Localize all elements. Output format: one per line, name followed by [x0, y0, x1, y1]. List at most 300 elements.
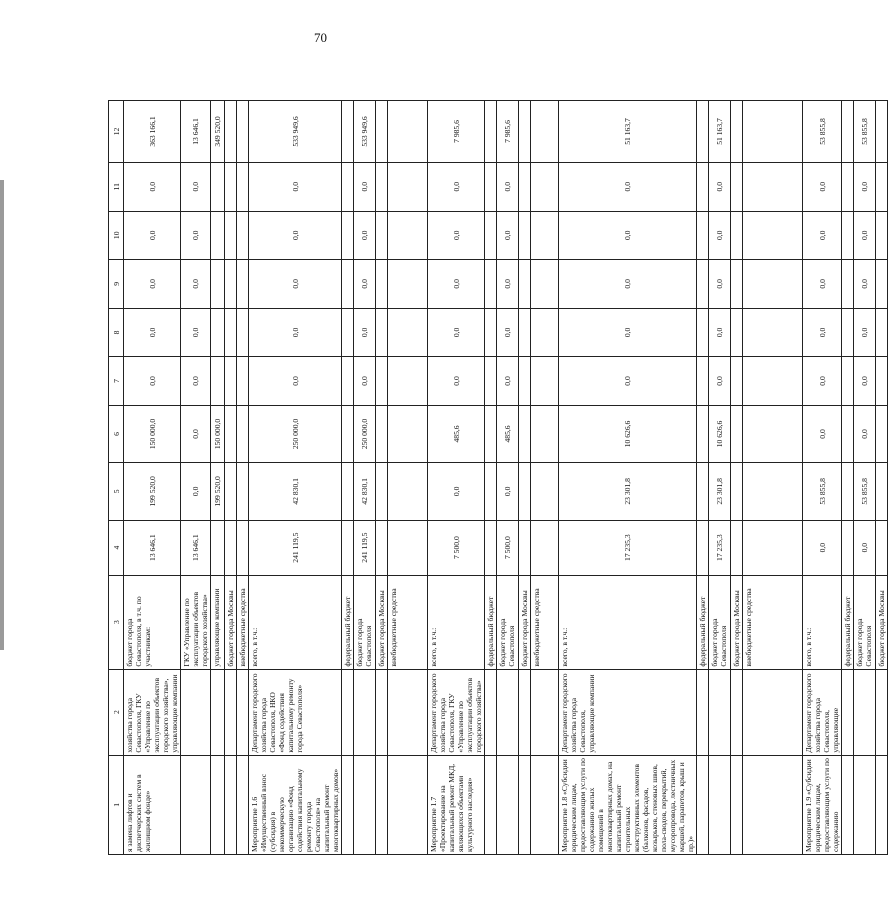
cell-value-col9 — [376, 260, 388, 309]
cell-value-col8 — [731, 308, 743, 357]
cell-value-col11: 0,0 — [181, 162, 211, 211]
cell-value-col11: 0,0 — [428, 162, 485, 211]
cell-value-col12 — [531, 101, 559, 163]
cell-value-col5 — [388, 463, 428, 520]
cell-value-col12: 533 949,6 — [354, 101, 376, 163]
cell-c2 — [181, 669, 211, 755]
cell-value-col6: 10 626,6 — [559, 405, 697, 462]
table-row — [531, 101, 559, 855]
cell-value-col10 — [225, 211, 237, 260]
cell-c1 — [743, 755, 803, 854]
column-header-4: 4 — [109, 520, 124, 575]
cell-value-col8 — [225, 308, 237, 357]
cell-c2: хозяйства города Севастополя, ГКУ «Управление по эксплуатации объектов городского хозяйства», управляющие компании — [124, 669, 181, 755]
cell-value-col9 — [842, 260, 854, 309]
column-header-5: 5 — [109, 463, 124, 520]
column-header-6: 6 — [109, 405, 124, 462]
cell-c3: всего, в т.ч.: — [803, 575, 842, 669]
cell-value-col6: 485,6 — [428, 405, 485, 462]
budget-table — [108, 100, 888, 855]
cell-value-col4: 17 235,3 — [559, 520, 697, 575]
cell-value-col10: 0,0 — [124, 211, 181, 260]
table-row — [181, 101, 211, 855]
cell-value-col8 — [388, 308, 428, 357]
cell-c1 — [181, 755, 211, 854]
cell-c3: управляющие компании — [211, 575, 225, 669]
cell-value-col4: 0,0 — [854, 520, 876, 575]
cell-value-col10 — [842, 211, 854, 260]
cell-value-col8 — [376, 308, 388, 357]
cell-value-col5 — [842, 463, 854, 520]
cell-value-col7: 0,0 — [428, 357, 485, 406]
cell-value-col12: 13 646,1 — [181, 101, 211, 163]
cell-value-col7: 0,0 — [181, 357, 211, 406]
cell-value-col7 — [388, 357, 428, 406]
cell-value-col4 — [485, 520, 497, 575]
cell-value-col7 — [211, 357, 225, 406]
cell-c2 — [531, 669, 559, 755]
cell-value-col7 — [697, 357, 709, 406]
table-row — [709, 101, 731, 855]
column-header-9: 9 — [109, 260, 124, 309]
cell-value-col11 — [376, 162, 388, 211]
cell-c1 — [842, 755, 854, 854]
cell-value-col6 — [842, 405, 854, 462]
cell-value-col7: 0,0 — [559, 357, 697, 406]
cell-value-col11: 0,0 — [497, 162, 519, 211]
cell-value-col8 — [519, 308, 531, 357]
cell-value-col11: 0,0 — [803, 162, 842, 211]
cell-c3: всего, в т.ч.: — [559, 575, 697, 669]
cell-c3: бюджет города Москвы — [376, 575, 388, 669]
cell-c1 — [709, 755, 731, 854]
table-row — [559, 101, 697, 855]
cell-value-col4 — [876, 520, 888, 575]
cell-value-col10 — [876, 211, 888, 260]
cell-c1 — [854, 755, 876, 854]
cell-c1 — [485, 755, 497, 854]
cell-value-col10: 0,0 — [249, 211, 342, 260]
cell-value-col10 — [376, 211, 388, 260]
cell-value-col10 — [211, 211, 225, 260]
cell-value-col12 — [376, 101, 388, 163]
cell-value-col8 — [237, 308, 249, 357]
cell-value-col8 — [697, 308, 709, 357]
cell-value-col10 — [237, 211, 249, 260]
cell-value-col4 — [531, 520, 559, 575]
cell-value-col12: 349 520,0 — [211, 101, 225, 163]
cell-value-col8 — [531, 308, 559, 357]
cell-value-col8 — [342, 308, 354, 357]
cell-value-col7 — [842, 357, 854, 406]
cell-value-col5 — [697, 463, 709, 520]
cell-value-col10: 0,0 — [559, 211, 697, 260]
column-header-7: 7 — [109, 357, 124, 406]
cell-c3: внебюджетные средства — [388, 575, 428, 669]
cell-value-col6 — [237, 405, 249, 462]
cell-value-col7 — [237, 357, 249, 406]
cell-value-col6 — [743, 405, 803, 462]
cell-value-col6: 485,6 — [497, 405, 519, 462]
cell-value-col4: 241 119,5 — [354, 520, 376, 575]
cell-value-col5: 23 301,8 — [709, 463, 731, 520]
cell-c3: всего, в т.ч.: — [428, 575, 485, 669]
table-row — [211, 101, 225, 855]
cell-value-col9 — [225, 260, 237, 309]
cell-value-col6 — [388, 405, 428, 462]
cell-value-col7: 0,0 — [709, 357, 731, 406]
cell-value-col11 — [876, 162, 888, 211]
cell-value-col9 — [237, 260, 249, 309]
cell-value-col6: 0,0 — [854, 405, 876, 462]
cell-value-col8: 0,0 — [854, 308, 876, 357]
cell-value-col4 — [743, 520, 803, 575]
cell-value-col4 — [342, 520, 354, 575]
cell-c2: Департамент городского хозяйства города Севастополя, ГКУ «Управление по эксплуатации объектов городского хозяйства» — [428, 669, 485, 755]
cell-value-col4: 17 235,3 — [709, 520, 731, 575]
cell-value-col10 — [743, 211, 803, 260]
cell-value-col8: 0,0 — [354, 308, 376, 357]
cell-value-col4 — [731, 520, 743, 575]
cell-value-col10: 0,0 — [428, 211, 485, 260]
cell-c2 — [342, 669, 354, 755]
cell-c3: ГКУ «Управление по эксплуатации объектов городского хозяйства» — [181, 575, 211, 669]
cell-c1 — [876, 755, 888, 854]
cell-value-col4 — [519, 520, 531, 575]
cell-value-col4: 13 646,1 — [181, 520, 211, 575]
table-row — [854, 101, 876, 855]
table-row — [485, 101, 497, 855]
cell-value-col10: 0,0 — [354, 211, 376, 260]
page-number: 70 — [314, 30, 327, 45]
cell-value-col11 — [743, 162, 803, 211]
binding-margin-rule — [0, 180, 4, 650]
column-header-11: 11 — [109, 162, 124, 211]
cell-value-col7: 0,0 — [803, 357, 842, 406]
cell-c3: бюджет города Москвы — [225, 575, 237, 669]
cell-value-col6 — [531, 405, 559, 462]
cell-value-col9: 0,0 — [709, 260, 731, 309]
cell-value-col12 — [519, 101, 531, 163]
cell-value-col4 — [842, 520, 854, 575]
cell-c1 — [342, 755, 354, 854]
cell-value-col4 — [388, 520, 428, 575]
table-row — [519, 101, 531, 855]
cell-value-col9 — [519, 260, 531, 309]
cell-c3: бюджет города Севастополя, в т.ч. по участникам: — [124, 575, 181, 669]
cell-value-col5: 42 830,1 — [249, 463, 342, 520]
cell-value-col4 — [697, 520, 709, 575]
cell-value-col11 — [485, 162, 497, 211]
column-header-12: 12 — [109, 101, 124, 163]
cell-c2 — [842, 669, 854, 755]
cell-c2 — [876, 669, 888, 755]
cell-value-col11: 0,0 — [709, 162, 731, 211]
cell-c2: Департамент городского хозяйства города Севастополя, НКО «Фонд содействия капитальному ремонту города Севастополя» — [249, 669, 342, 755]
cell-value-col11 — [342, 162, 354, 211]
cell-value-col12 — [842, 101, 854, 163]
table-row — [428, 101, 485, 855]
cell-value-col10 — [485, 211, 497, 260]
cell-value-col4 — [211, 520, 225, 575]
cell-value-col5: 42 830,1 — [354, 463, 376, 520]
cell-value-col12: 51 163,7 — [559, 101, 697, 163]
cell-value-col4: 13 646,1 — [124, 520, 181, 575]
column-header-8: 8 — [109, 308, 124, 357]
cell-value-col12 — [743, 101, 803, 163]
cell-value-col7: 0,0 — [854, 357, 876, 406]
cell-value-col4: 241 119,5 — [249, 520, 342, 575]
cell-value-col12: 533 949,6 — [249, 101, 342, 163]
cell-value-col9: 0,0 — [428, 260, 485, 309]
cell-value-col5: 53 855,8 — [854, 463, 876, 520]
cell-value-col6: 150 000,0 — [211, 405, 225, 462]
cell-c1 — [731, 755, 743, 854]
cell-c3: всего, в т.ч.: — [249, 575, 342, 669]
table-row — [237, 101, 249, 855]
cell-value-col4: 7 500,0 — [497, 520, 519, 575]
cell-value-col8: 0,0 — [497, 308, 519, 357]
cell-value-col6 — [519, 405, 531, 462]
table-row — [876, 101, 888, 855]
cell-value-col6: 10 626,6 — [709, 405, 731, 462]
cell-value-col7 — [342, 357, 354, 406]
cell-value-col5: 0,0 — [497, 463, 519, 520]
cell-value-col6 — [225, 405, 237, 462]
cell-value-col8: 0,0 — [559, 308, 697, 357]
cell-value-col6 — [376, 405, 388, 462]
cell-value-col12: 51 163,7 — [709, 101, 731, 163]
cell-value-col8: 0,0 — [709, 308, 731, 357]
cell-value-col11 — [237, 162, 249, 211]
cell-value-col5 — [485, 463, 497, 520]
cell-c1 — [237, 755, 249, 854]
cell-value-col8: 0,0 — [181, 308, 211, 357]
cell-value-col8: 0,0 — [124, 308, 181, 357]
cell-value-col11: 0,0 — [124, 162, 181, 211]
cell-c2 — [743, 669, 803, 755]
cell-value-col5 — [225, 463, 237, 520]
cell-value-col5: 0,0 — [428, 463, 485, 520]
table-row — [124, 101, 181, 855]
cell-value-col9: 0,0 — [124, 260, 181, 309]
cell-value-col6: 250 000,0 — [354, 405, 376, 462]
column-header-3: 3 — [109, 575, 124, 669]
cell-value-col9: 0,0 — [181, 260, 211, 309]
cell-c2 — [709, 669, 731, 755]
cell-c3: бюджет города Москвы — [731, 575, 743, 669]
cell-value-col7: 0,0 — [354, 357, 376, 406]
cell-value-col6: 0,0 — [803, 405, 842, 462]
cell-value-col5 — [376, 463, 388, 520]
cell-value-col10: 0,0 — [497, 211, 519, 260]
cell-value-col8 — [876, 308, 888, 357]
cell-value-col12 — [225, 101, 237, 163]
cell-value-col6: 150 000,0 — [124, 405, 181, 462]
cell-value-col10 — [531, 211, 559, 260]
cell-value-col5 — [531, 463, 559, 520]
cell-value-col10 — [731, 211, 743, 260]
cell-value-col12 — [697, 101, 709, 163]
cell-value-col12: 363 166,1 — [124, 101, 181, 163]
cell-value-col6 — [342, 405, 354, 462]
cell-value-col5: 23 301,8 — [559, 463, 697, 520]
cell-c1 — [225, 755, 237, 854]
cell-value-col9 — [342, 260, 354, 309]
cell-value-col4: 0,0 — [803, 520, 842, 575]
cell-value-col9: 0,0 — [249, 260, 342, 309]
cell-value-col11: 0,0 — [854, 162, 876, 211]
cell-c1 — [697, 755, 709, 854]
cell-value-col11 — [731, 162, 743, 211]
cell-value-col9 — [731, 260, 743, 309]
cell-value-col4 — [225, 520, 237, 575]
cell-c3: внебюджетные средства — [743, 575, 803, 669]
cell-value-col10: 0,0 — [709, 211, 731, 260]
table-row — [342, 101, 354, 855]
table-row — [803, 101, 842, 855]
cell-value-col10: 0,0 — [181, 211, 211, 260]
cell-value-col10: 0,0 — [854, 211, 876, 260]
cell-c3: бюджет города Севастополя — [354, 575, 376, 669]
cell-c1 — [354, 755, 376, 854]
cell-value-col7 — [485, 357, 497, 406]
cell-value-col6: 0,0 — [181, 405, 211, 462]
cell-value-col6 — [731, 405, 743, 462]
cell-c2 — [519, 669, 531, 755]
cell-c1 — [519, 755, 531, 854]
cell-value-col5 — [342, 463, 354, 520]
cell-value-col8 — [485, 308, 497, 357]
cell-value-col5 — [876, 463, 888, 520]
cell-value-col11 — [697, 162, 709, 211]
cell-c2 — [388, 669, 428, 755]
cell-value-col6 — [876, 405, 888, 462]
cell-value-col11 — [842, 162, 854, 211]
cell-value-col10 — [388, 211, 428, 260]
cell-value-col5 — [237, 463, 249, 520]
cell-c1: Мероприятие 1.9 «Субсидии юридическим лицам, предоставляющим услуги по содержанию — [803, 755, 842, 854]
cell-value-col12 — [876, 101, 888, 163]
cell-c3: внебюджетные средства — [237, 575, 249, 669]
cell-c2: Департамент городского хозяйства города Севастополя, управляющие компании — [559, 669, 697, 755]
cell-value-col11: 0,0 — [559, 162, 697, 211]
cell-value-col5 — [519, 463, 531, 520]
cell-value-col7: 0,0 — [249, 357, 342, 406]
table-row — [225, 101, 237, 855]
cell-value-col12 — [485, 101, 497, 163]
cell-value-col12 — [237, 101, 249, 163]
cell-value-col6 — [697, 405, 709, 462]
cell-c3: бюджет города Москвы — [519, 575, 531, 669]
cell-value-col6 — [485, 405, 497, 462]
cell-c2 — [225, 669, 237, 755]
cell-c3: федеральный бюджет — [697, 575, 709, 669]
cell-value-col9 — [743, 260, 803, 309]
cell-value-col9 — [388, 260, 428, 309]
cell-value-col7 — [531, 357, 559, 406]
cell-value-col12: 7 985,6 — [497, 101, 519, 163]
cell-value-col11 — [225, 162, 237, 211]
cell-value-col9: 0,0 — [354, 260, 376, 309]
table-row — [497, 101, 519, 855]
table-row — [743, 101, 803, 855]
cell-value-col11 — [531, 162, 559, 211]
cell-c2 — [854, 669, 876, 755]
table-row — [731, 101, 743, 855]
cell-value-col12: 7 985,6 — [428, 101, 485, 163]
column-header-1: 1 — [109, 755, 124, 854]
table-row — [842, 101, 854, 855]
table-row — [697, 101, 709, 855]
cell-value-col7: 0,0 — [497, 357, 519, 406]
cell-value-col9: 0,0 — [559, 260, 697, 309]
cell-value-col6: 250 000,0 — [249, 405, 342, 462]
cell-c2 — [731, 669, 743, 755]
cell-c2 — [211, 669, 225, 755]
cell-value-col9 — [485, 260, 497, 309]
cell-c1 — [531, 755, 559, 854]
column-header-2: 2 — [109, 669, 124, 755]
cell-value-col7 — [876, 357, 888, 406]
cell-value-col5: 199 520,0 — [124, 463, 181, 520]
column-header-10: 10 — [109, 211, 124, 260]
cell-c3: федеральный бюджет — [342, 575, 354, 669]
cell-value-col5 — [731, 463, 743, 520]
cell-c1: Мероприятие 1.8 «Субсидии юридическим лицам, предоставляющим услуги по содержанию жилых помещений в многоквартирных домах, на капитальный ремонт строительных конструктивных элементов (балконов, фасадов, козырьков, стеновых швов, пола-сводов, перекрытий, мусоропровода, лестничных маршей, парапетов, крыш и пр.)» — [559, 755, 697, 854]
cell-c1: я замена лифтов и диспетчерских систем в жилищном фонде» — [124, 755, 181, 854]
cell-value-col11: 0,0 — [249, 162, 342, 211]
cell-c2 — [485, 669, 497, 755]
cell-value-col4: 7 500,0 — [428, 520, 485, 575]
cell-value-col12: 53 855,8 — [803, 101, 842, 163]
table-header-row — [109, 101, 124, 855]
cell-c3: федеральный бюджет — [842, 575, 854, 669]
cell-value-col12 — [388, 101, 428, 163]
cell-value-col9: 0,0 — [854, 260, 876, 309]
cell-value-col10: 0,0 — [803, 211, 842, 260]
cell-c2 — [697, 669, 709, 755]
cell-value-col11 — [388, 162, 428, 211]
cell-c2 — [376, 669, 388, 755]
cell-value-col4 — [237, 520, 249, 575]
cell-value-col4 — [376, 520, 388, 575]
table-row — [388, 101, 428, 855]
cell-value-col7 — [225, 357, 237, 406]
cell-value-col10 — [519, 211, 531, 260]
cell-c1: Мероприятие 1.6 «Имущественный взнос (субсидия) в некоммерческую организацию «Фонд содействия капитальному ремонту города Севастополя» на капитальный ремонт многоквартирных домов» — [249, 755, 342, 854]
cell-c1 — [211, 755, 225, 854]
cell-c2 — [237, 669, 249, 755]
cell-c3: бюджет города Севастополя — [709, 575, 731, 669]
cell-value-col7 — [376, 357, 388, 406]
cell-value-col12: 53 855,8 — [854, 101, 876, 163]
cell-value-col7: 0,0 — [124, 357, 181, 406]
cell-value-col7 — [731, 357, 743, 406]
table-row — [249, 101, 342, 855]
cell-value-col8 — [743, 308, 803, 357]
cell-c3: бюджет города Москвы — [876, 575, 888, 669]
cell-value-col8: 0,0 — [428, 308, 485, 357]
cell-value-col7 — [743, 357, 803, 406]
cell-value-col8 — [842, 308, 854, 357]
cell-value-col12 — [731, 101, 743, 163]
cell-c2 — [354, 669, 376, 755]
cell-value-col7 — [519, 357, 531, 406]
cell-value-col9: 0,0 — [803, 260, 842, 309]
cell-value-col11 — [211, 162, 225, 211]
cell-c2 — [497, 669, 519, 755]
